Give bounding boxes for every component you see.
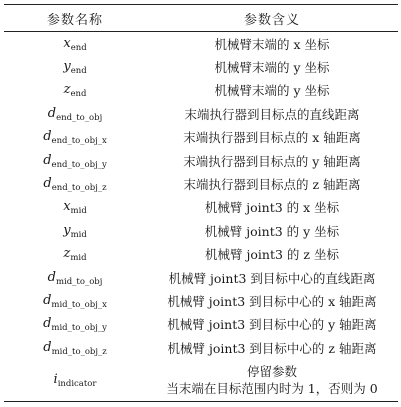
param-symbol bbox=[4, 196, 146, 219]
param-symbol bbox=[4, 55, 146, 78]
symbol-subscript: end_to_obj_z bbox=[51, 183, 107, 194]
param-symbol bbox=[4, 32, 146, 56]
symbol-letter: z bbox=[63, 246, 71, 262]
param-symbol bbox=[4, 219, 146, 242]
symbol-letter: y bbox=[63, 59, 71, 75]
param-symbol bbox=[4, 172, 146, 195]
table-body bbox=[4, 32, 398, 402]
description-line-2: 当末端在目标范围内时为 1，否则为 0 bbox=[166, 381, 378, 397]
symbol-letter: d bbox=[43, 152, 52, 168]
symbol-subscript: end_to_obj_x bbox=[51, 136, 107, 147]
table-row bbox=[4, 102, 398, 125]
symbol-letter: d bbox=[43, 339, 52, 355]
param-symbol bbox=[4, 79, 146, 102]
param-description: 机械臂 joint3 到目标中心的直线距离 bbox=[168, 270, 376, 286]
symbol-letter: i bbox=[53, 372, 58, 388]
symbol-letter: d bbox=[47, 105, 57, 121]
param-description: 机械臂 joint3 的 z 坐标 bbox=[205, 247, 339, 263]
table-row bbox=[4, 266, 398, 289]
symbol-subscript: end bbox=[70, 89, 87, 100]
symbol-subscript: mid_to_obj_z bbox=[51, 346, 107, 357]
symbol-letter: d bbox=[43, 316, 52, 332]
table-row bbox=[4, 243, 398, 266]
table-row bbox=[4, 313, 398, 336]
symbol-letter: d bbox=[47, 269, 56, 285]
header-param-name: 参数名称 bbox=[4, 5, 146, 32]
param-description: 末端执行器到目标点的 y 轴距离 bbox=[183, 153, 361, 169]
symbol-subscript: indicator bbox=[57, 379, 97, 390]
param-description: 末端执行器到目标点的 x 轴距离 bbox=[183, 130, 361, 146]
symbol-subscript: mid_to_obj_y bbox=[51, 323, 107, 334]
param-symbol bbox=[4, 289, 146, 312]
table-row bbox=[4, 32, 398, 56]
symbol-letter: x bbox=[63, 35, 71, 51]
symbol-letter: x bbox=[63, 199, 71, 215]
table-row bbox=[4, 289, 398, 312]
param-description: 机械臂 joint3 到目标中心的 y 轴距离 bbox=[167, 317, 377, 333]
symbol-subscript: mid_to_obj bbox=[55, 276, 103, 287]
param-description: 机械臂末端的 x 坐标 bbox=[214, 36, 330, 52]
table-row bbox=[4, 196, 398, 219]
symbol-subscript: mid bbox=[70, 229, 87, 240]
param-description bbox=[146, 359, 398, 402]
symbol-subscript: mid bbox=[70, 206, 87, 217]
param-description: 机械臂末端的 y 坐标 bbox=[214, 83, 330, 99]
header-param-desc: 参数含义 bbox=[146, 5, 398, 32]
parameter-table bbox=[4, 4, 398, 402]
param-description: 机械臂 joint3 到目标中心的 x 轴距离 bbox=[167, 293, 377, 309]
param-symbol bbox=[4, 102, 146, 125]
symbol-letter: z bbox=[63, 82, 71, 98]
table-row bbox=[4, 172, 398, 195]
param-symbol bbox=[4, 266, 146, 289]
param-symbol bbox=[4, 243, 146, 266]
symbol-letter: d bbox=[43, 176, 52, 192]
param-description: 机械臂末端的 y 坐标 bbox=[214, 60, 330, 76]
symbol-letter: y bbox=[63, 222, 71, 238]
header-row bbox=[4, 5, 398, 32]
symbol-subscript: mid_to_obj_x bbox=[51, 299, 107, 310]
symbol-subscript: mid bbox=[70, 253, 87, 264]
table-row bbox=[4, 79, 398, 102]
description-line-1: 停留参数 bbox=[246, 364, 297, 380]
symbol-letter: d bbox=[43, 129, 52, 145]
param-symbol bbox=[4, 336, 146, 359]
table-header bbox=[4, 5, 398, 32]
param-description: 机械臂 joint3 的 y 坐标 bbox=[204, 223, 340, 239]
table-row bbox=[4, 55, 398, 78]
table-row bbox=[4, 126, 398, 149]
param-description: 机械臂 joint3 到目标中心的 z 轴距离 bbox=[167, 340, 377, 356]
table-row bbox=[4, 149, 398, 172]
param-description: 机械臂 joint3 的 x 坐标 bbox=[204, 200, 340, 216]
table-row bbox=[4, 336, 398, 359]
table-row-indicator bbox=[4, 359, 398, 402]
symbol-subscript: end bbox=[70, 66, 87, 77]
param-symbol bbox=[4, 359, 146, 402]
symbol-letter: d bbox=[43, 292, 52, 308]
table-row bbox=[4, 219, 398, 242]
param-description: 末端执行器到目标点的直线距离 bbox=[184, 106, 360, 122]
param-symbol bbox=[4, 149, 146, 172]
symbol-subscript: end_to_obj bbox=[56, 112, 103, 123]
param-symbol bbox=[4, 313, 146, 336]
symbol-subscript: end_to_obj_y bbox=[51, 159, 107, 170]
param-symbol bbox=[4, 126, 146, 149]
param-description: 末端执行器到目标点的 z 轴距离 bbox=[183, 177, 361, 193]
symbol-subscript: end bbox=[70, 42, 87, 53]
